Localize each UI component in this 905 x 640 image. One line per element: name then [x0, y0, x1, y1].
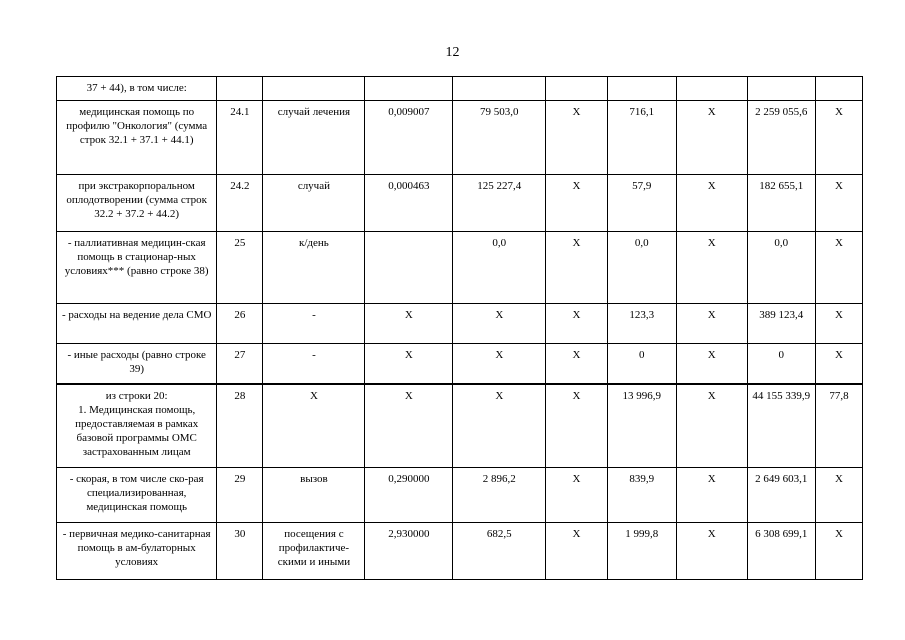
- cell-col10: X: [815, 175, 862, 232]
- cell-col8: X: [677, 384, 747, 468]
- cell-code: [217, 77, 263, 101]
- cell-col7: 0,0: [607, 232, 676, 304]
- cell-col8: X: [677, 468, 747, 523]
- cell-code: 30: [217, 523, 263, 580]
- cell-col7: 1 999,8: [607, 523, 676, 580]
- cell-col6: X: [546, 384, 607, 468]
- cell-col7: 839,9: [607, 468, 676, 523]
- cell-volume: 2,930000: [365, 523, 453, 580]
- cell-name: - паллиативная медицин-ская помощь в стационар-ных условиях*** (равно строке 38): [57, 232, 217, 304]
- table-row: [57, 101, 863, 175]
- cell-col8: X: [677, 304, 747, 344]
- cell-cost: 682,5: [453, 523, 546, 580]
- cell-col9: 2 259 055,6: [747, 101, 815, 175]
- cell-col7: 0: [607, 344, 676, 384]
- table-row: [57, 523, 863, 580]
- table-row: [57, 232, 863, 304]
- cell-col8: X: [677, 101, 747, 175]
- cell-code: 28: [217, 384, 263, 468]
- cell-col9: 2 649 603,1: [747, 468, 815, 523]
- cell-col9: [747, 77, 815, 101]
- cell-col10: X: [815, 468, 862, 523]
- cell-cost: 2 896,2: [453, 468, 546, 523]
- cell-volume: [365, 232, 453, 304]
- cell-code: 24.1: [217, 101, 263, 175]
- cell-code: 25: [217, 232, 263, 304]
- cell-col7: [607, 77, 676, 101]
- cell-volume: X: [365, 344, 453, 384]
- cell-name: 37 + 44), в том числе:: [57, 77, 217, 101]
- cell-name: из строки 20: 1. Медицинская помощь, предоставляемая в рамках базовой программы ОМС застрахованным лицам: [57, 384, 217, 468]
- cell-unit: к/день: [263, 232, 365, 304]
- cell-col6: [546, 77, 607, 101]
- cell-name: - расходы на ведение дела СМО: [57, 304, 217, 344]
- cell-col9: 44 155 339,9: [747, 384, 815, 468]
- cell-volume: 0,290000: [365, 468, 453, 523]
- cell-name: - иные расходы (равно строке 39): [57, 344, 217, 384]
- cell-col8: X: [677, 344, 747, 384]
- cell-cost: 125 227,4: [453, 175, 546, 232]
- cell-volume: 0,000463: [365, 175, 453, 232]
- cell-col9: 389 123,4: [747, 304, 815, 344]
- cell-name: медицинская помощь по профилю "Онкология" (сумма строк 32.1 + 37.1 + 44.1): [57, 101, 217, 175]
- cell-col6: X: [546, 101, 607, 175]
- cell-volume: X: [365, 304, 453, 344]
- table-row: [57, 344, 863, 384]
- cell-cost: 79 503,0: [453, 101, 546, 175]
- cell-unit: X: [263, 384, 365, 468]
- cell-col8: X: [677, 523, 747, 580]
- cell-unit: посещения с профилактиче-скими и иными: [263, 523, 365, 580]
- cell-col10: X: [815, 304, 862, 344]
- cell-cost: X: [453, 344, 546, 384]
- table-row: [57, 384, 863, 468]
- cell-cost: X: [453, 304, 546, 344]
- cell-name: - скорая, в том числе ско-рая специализированная, медицинская помощь: [57, 468, 217, 523]
- cell-code: 24.2: [217, 175, 263, 232]
- cell-unit: случай лечения: [263, 101, 365, 175]
- cell-col6: X: [546, 468, 607, 523]
- cell-col9: 182 655,1: [747, 175, 815, 232]
- cell-col7: 13 996,9: [607, 384, 676, 468]
- cell-col6: X: [546, 304, 607, 344]
- cell-code: 29: [217, 468, 263, 523]
- cell-volume: X: [365, 384, 453, 468]
- cell-col10: X: [815, 523, 862, 580]
- cell-col6: X: [546, 232, 607, 304]
- table-row: [57, 468, 863, 523]
- cell-unit: [263, 77, 365, 101]
- cell-cost: X: [453, 384, 546, 468]
- cell-col7: 716,1: [607, 101, 676, 175]
- cell-cost: [453, 77, 546, 101]
- cell-volume: 0,009007: [365, 101, 453, 175]
- cell-unit: вызов: [263, 468, 365, 523]
- cell-unit: -: [263, 304, 365, 344]
- cell-cost: 0,0: [453, 232, 546, 304]
- cell-col6: X: [546, 344, 607, 384]
- cell-col6: X: [546, 523, 607, 580]
- cell-unit: случай: [263, 175, 365, 232]
- page-number: 12: [445, 45, 460, 60]
- cell-col9: 0: [747, 344, 815, 384]
- cell-name: - первичная медико-санитарная помощь в ам-булаторных условиях: [57, 523, 217, 580]
- cell-col9: 6 308 699,1: [747, 523, 815, 580]
- table-row: [57, 77, 863, 101]
- cell-col10: X: [815, 232, 862, 304]
- cell-col10: 77,8: [815, 384, 862, 468]
- cell-code: 27: [217, 344, 263, 384]
- table-row: [57, 304, 863, 344]
- cell-unit: -: [263, 344, 365, 384]
- table-row: [57, 175, 863, 232]
- cell-col10: X: [815, 344, 862, 384]
- cell-col10: [815, 77, 862, 101]
- cell-name: при экстракорпоральном оплодотворении (сумма строк 32.2 + 37.2 + 44.2): [57, 175, 217, 232]
- cell-col8: X: [677, 232, 747, 304]
- cell-col6: X: [546, 175, 607, 232]
- cell-volume: [365, 77, 453, 101]
- cell-col8: X: [677, 175, 747, 232]
- cell-col8: [677, 77, 747, 101]
- financial-table: [56, 76, 863, 580]
- cell-col9: 0,0: [747, 232, 815, 304]
- cell-code: 26: [217, 304, 263, 344]
- cell-col7: 57,9: [607, 175, 676, 232]
- cell-col10: X: [815, 101, 862, 175]
- cell-col7: 123,3: [607, 304, 676, 344]
